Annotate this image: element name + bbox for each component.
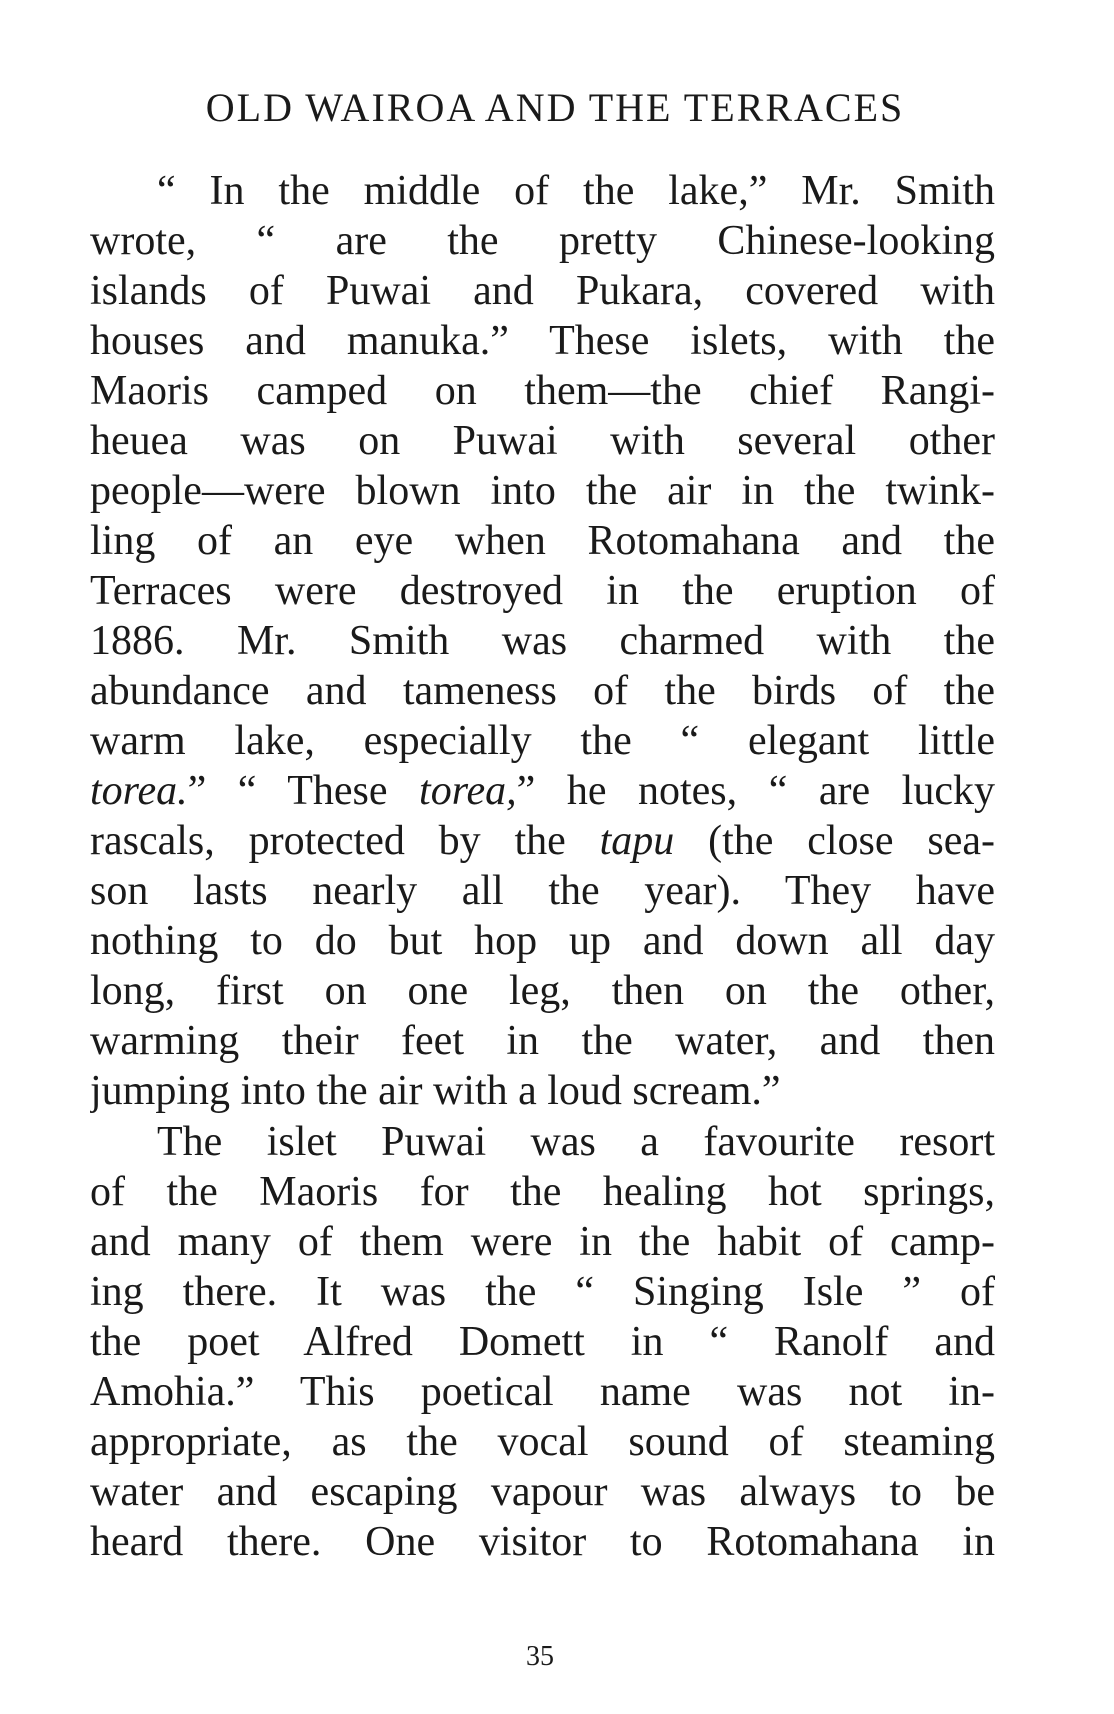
text-line: the poet Alfred Domett in “ Ranolf and (90, 1319, 995, 1365)
text-line: long, first on one leg, then on the other, (90, 968, 995, 1014)
italic-text: torea. (90, 768, 188, 814)
italic-text: tapu (599, 818, 675, 864)
paragraph-2 (90, 1117, 995, 1567)
page-number: 35 (526, 1641, 554, 1672)
text-line: heuea was on Puwai with several other (90, 418, 995, 464)
text-line: and many of them were in the habit of camp- (90, 1219, 995, 1265)
running-title: OLD WAIROA AND THE TERRACES (205, 85, 905, 130)
text-line: jumping into the air with a loud scream.” (90, 1068, 781, 1114)
text-line: 1886. Mr. Smith was charmed with the (90, 618, 995, 664)
text-line: Amohia.” This poetical name was not in- (90, 1369, 995, 1415)
text-line: of the Maoris for the healing hot springs, (90, 1169, 995, 1215)
text-line: appropriate, as the vocal sound of steaming (90, 1419, 995, 1465)
text-line: heard there. One visitor to Rotomahana in (90, 1519, 995, 1565)
text-line: warm lake, especially the “ elegant little (90, 718, 995, 764)
text-line: The islet Puwai was a favourite resort (157, 1119, 995, 1165)
text-line: wrote, “ are the pretty Chinese-looking (90, 218, 995, 264)
text-line: ing there. It was the “ Singing Isle ” of (90, 1269, 995, 1315)
text-span: rascals, protected by the (90, 818, 600, 864)
paragraph-1 (90, 166, 995, 1116)
text-line: islands of Puwai and Pukara, covered with (90, 268, 995, 314)
text-line (90, 766, 995, 816)
text-line: houses and manuka.” These islets, with the (90, 318, 995, 364)
text-line: water and escaping vapour was always to be (90, 1469, 995, 1515)
text-line: warming their feet in the water, and then (90, 1018, 995, 1064)
text-line: people—were blown into the air in the twink- (90, 468, 995, 514)
text-line: abundance and tameness of the birds of the (90, 668, 995, 714)
text-line: son lasts nearly all the year). They have (90, 868, 995, 914)
text-span: ” “ These (187, 768, 420, 814)
italic-text: torea, (419, 768, 517, 814)
text-line: Maoris camped on them—the chief Rangi- (90, 368, 995, 414)
text-line (90, 816, 995, 866)
text-line: “ In the middle of the lake,” Mr. Smith (157, 168, 995, 214)
text-line: ling of an eye when Rotomahana and the (90, 518, 995, 564)
text-span: (the close sea- (674, 818, 995, 864)
text-line: Terraces were destroyed in the eruption of (90, 568, 995, 614)
text-span: ” he notes, “ are lucky (516, 768, 995, 814)
text-line: nothing to do but hop up and down all day (90, 918, 995, 964)
